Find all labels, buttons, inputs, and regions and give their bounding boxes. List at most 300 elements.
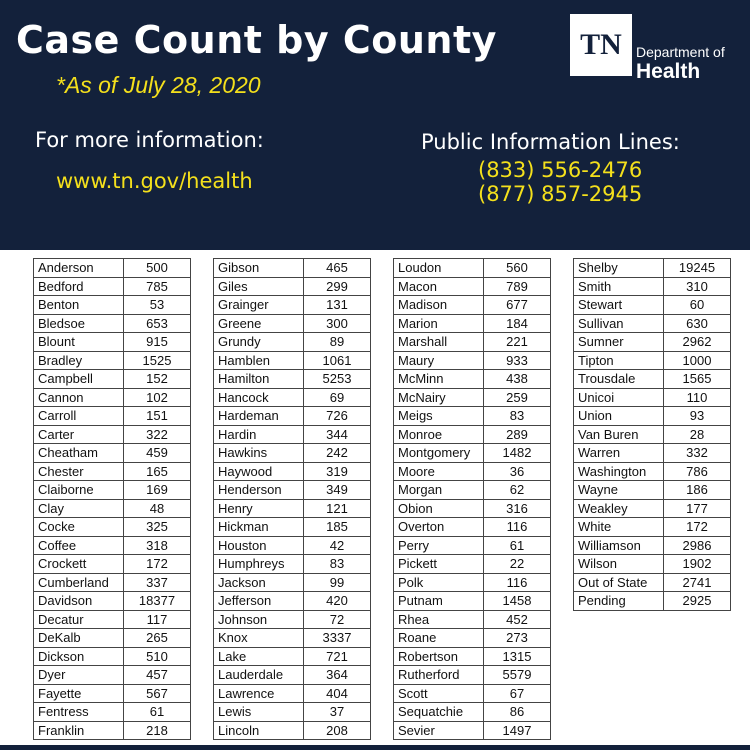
case-count: 510 [124, 647, 191, 666]
case-count: 337 [124, 573, 191, 592]
table-row [34, 444, 191, 463]
county-name: DeKalb [34, 629, 124, 648]
case-count: 332 [664, 444, 731, 463]
county-name: Crockett [34, 555, 124, 574]
table-row [214, 333, 371, 352]
table-row [574, 314, 731, 333]
county-name: Lawrence [214, 684, 304, 703]
county-name: Out of State [574, 573, 664, 592]
county-name: Smith [574, 277, 664, 296]
county-name: Carter [34, 425, 124, 444]
table-row [214, 444, 371, 463]
county-name: Hancock [214, 388, 304, 407]
case-count: 121 [304, 499, 371, 518]
table-row [34, 277, 191, 296]
table-row [574, 333, 731, 352]
table-row [574, 425, 731, 444]
county-name: McNairy [394, 388, 484, 407]
table-row [394, 277, 551, 296]
case-count: 344 [304, 425, 371, 444]
county-name: Robertson [394, 647, 484, 666]
table-row [394, 388, 551, 407]
county-name: Fentress [34, 703, 124, 722]
case-count: 316 [484, 499, 551, 518]
county-name: Marshall [394, 333, 484, 352]
county-name: White [574, 518, 664, 537]
table-row [34, 721, 191, 740]
table-row [574, 499, 731, 518]
table-row [214, 499, 371, 518]
county-name: Carroll [34, 407, 124, 426]
table-row [34, 610, 191, 629]
case-count: 61 [484, 536, 551, 555]
table-row [574, 351, 731, 370]
table-row [574, 573, 731, 592]
case-count: 2925 [664, 592, 731, 611]
table-row [574, 388, 731, 407]
table-row [574, 536, 731, 555]
table-row [214, 425, 371, 444]
table-row [214, 314, 371, 333]
table-row [394, 351, 551, 370]
table-row [214, 610, 371, 629]
county-name: Rutherford [394, 666, 484, 685]
case-count: 1458 [484, 592, 551, 611]
case-count: 2741 [664, 573, 731, 592]
table-row [574, 592, 731, 611]
table-row [214, 296, 371, 315]
table-row [214, 536, 371, 555]
case-count: 18377 [124, 592, 191, 611]
county-name: Benton [34, 296, 124, 315]
county-name: Moore [394, 462, 484, 481]
case-count: 1902 [664, 555, 731, 574]
case-count: 259 [484, 388, 551, 407]
county-name: Marion [394, 314, 484, 333]
case-count: 310 [664, 277, 731, 296]
county-name: Loudon [394, 259, 484, 278]
case-count: 1315 [484, 647, 551, 666]
table-row [394, 499, 551, 518]
case-count: 299 [304, 277, 371, 296]
tn-logo-mark: TN [570, 14, 632, 76]
table-row [214, 462, 371, 481]
table-row [214, 259, 371, 278]
case-count: 404 [304, 684, 371, 703]
county-name: Sequatchie [394, 703, 484, 722]
case-count: 242 [304, 444, 371, 463]
table-row [394, 573, 551, 592]
case-count: 37 [304, 703, 371, 722]
case-count: 364 [304, 666, 371, 685]
table-row [574, 370, 731, 389]
case-count: 42 [304, 536, 371, 555]
case-count: 93 [664, 407, 731, 426]
county-name: Decatur [34, 610, 124, 629]
county-table-4 [573, 258, 731, 611]
county-name: Fayette [34, 684, 124, 703]
table-row [394, 647, 551, 666]
case-count: 3337 [304, 629, 371, 648]
county-name: Humphreys [214, 555, 304, 574]
case-count: 438 [484, 370, 551, 389]
table-row [34, 314, 191, 333]
case-count: 67 [484, 684, 551, 703]
tn-health-logo [570, 14, 740, 86]
case-count: 69 [304, 388, 371, 407]
table-row [394, 444, 551, 463]
case-count: 2962 [664, 333, 731, 352]
table-row [574, 518, 731, 537]
county-name: Union [574, 407, 664, 426]
county-name: Sullivan [574, 314, 664, 333]
county-name: Roane [394, 629, 484, 648]
case-count: 933 [484, 351, 551, 370]
table-row [214, 573, 371, 592]
case-count: 36 [484, 462, 551, 481]
logo-health-text: Health [636, 60, 701, 83]
case-count: 221 [484, 333, 551, 352]
county-name: Grainger [214, 296, 304, 315]
county-name: Giles [214, 277, 304, 296]
case-count: 630 [664, 314, 731, 333]
case-count: 172 [664, 518, 731, 537]
table-row [214, 351, 371, 370]
case-count: 459 [124, 444, 191, 463]
table-row [394, 684, 551, 703]
county-name: Sevier [394, 721, 484, 740]
case-count: 60 [664, 296, 731, 315]
county-name: Stewart [574, 296, 664, 315]
county-name: Shelby [574, 259, 664, 278]
case-count: 915 [124, 333, 191, 352]
table-row [394, 555, 551, 574]
case-count: 273 [484, 629, 551, 648]
county-name: Unicoi [574, 388, 664, 407]
county-name: Rhea [394, 610, 484, 629]
table-row [214, 592, 371, 611]
table-row [34, 388, 191, 407]
table-row [394, 610, 551, 629]
more-info-label: For more information: [35, 128, 264, 152]
table-row [34, 666, 191, 685]
county-name: Chester [34, 462, 124, 481]
county-name: Wayne [574, 481, 664, 500]
table-row [34, 333, 191, 352]
county-name: Lincoln [214, 721, 304, 740]
county-name: Weakley [574, 499, 664, 518]
case-count: 165 [124, 462, 191, 481]
case-count: 208 [304, 721, 371, 740]
case-count: 1565 [664, 370, 731, 389]
case-count: 789 [484, 277, 551, 296]
table-row [214, 555, 371, 574]
case-count: 83 [484, 407, 551, 426]
county-name: Bradley [34, 351, 124, 370]
table-row [574, 555, 731, 574]
county-name: Macon [394, 277, 484, 296]
case-count: 785 [124, 277, 191, 296]
case-count: 5253 [304, 370, 371, 389]
table-row [394, 296, 551, 315]
case-count: 653 [124, 314, 191, 333]
case-count: 457 [124, 666, 191, 685]
table-row [394, 536, 551, 555]
county-name: Morgan [394, 481, 484, 500]
county-name: Blount [34, 333, 124, 352]
table-row [34, 259, 191, 278]
county-name: Warren [574, 444, 664, 463]
table-row [394, 666, 551, 685]
case-count: 300 [304, 314, 371, 333]
table-row [394, 462, 551, 481]
county-name: Davidson [34, 592, 124, 611]
county-name: Cheatham [34, 444, 124, 463]
case-count: 1497 [484, 721, 551, 740]
county-name: Overton [394, 518, 484, 537]
table-row [394, 407, 551, 426]
county-name: Meigs [394, 407, 484, 426]
case-count: 102 [124, 388, 191, 407]
county-name: Trousdale [574, 370, 664, 389]
case-count: 177 [664, 499, 731, 518]
county-name: Johnson [214, 610, 304, 629]
county-name: Washington [574, 462, 664, 481]
county-name: Cannon [34, 388, 124, 407]
county-name: Grundy [214, 333, 304, 352]
page-title: Case Count by County [16, 18, 497, 62]
case-count: 116 [484, 573, 551, 592]
case-count: 172 [124, 555, 191, 574]
table-row [574, 481, 731, 500]
table-row [34, 518, 191, 537]
case-count: 465 [304, 259, 371, 278]
table-row [394, 592, 551, 611]
case-count: 1525 [124, 351, 191, 370]
county-name: Polk [394, 573, 484, 592]
county-name: Hawkins [214, 444, 304, 463]
county-name: Wilson [574, 555, 664, 574]
county-name: Dickson [34, 647, 124, 666]
case-count: 152 [124, 370, 191, 389]
county-name: Bledsoe [34, 314, 124, 333]
case-count: 53 [124, 296, 191, 315]
case-count: 218 [124, 721, 191, 740]
county-name: Haywood [214, 462, 304, 481]
county-name: Tipton [574, 351, 664, 370]
case-count: 1061 [304, 351, 371, 370]
case-count: 560 [484, 259, 551, 278]
case-count: 62 [484, 481, 551, 500]
county-name: Campbell [34, 370, 124, 389]
table-row [394, 629, 551, 648]
case-count: 2986 [664, 536, 731, 555]
county-name: Obion [394, 499, 484, 518]
table-row [574, 462, 731, 481]
table-row [34, 407, 191, 426]
case-count: 325 [124, 518, 191, 537]
table-row [214, 721, 371, 740]
phone-number-2[interactable]: (877) 857-2945 [478, 182, 643, 206]
table-row [214, 666, 371, 685]
table-row [214, 388, 371, 407]
table-row [214, 684, 371, 703]
county-name: Pickett [394, 555, 484, 574]
table-row [394, 425, 551, 444]
as-of-date: *As of July 28, 2020 [56, 72, 261, 98]
county-name: Madison [394, 296, 484, 315]
county-name: Henry [214, 499, 304, 518]
table-row [214, 277, 371, 296]
table-row [214, 629, 371, 648]
county-name: Coffee [34, 536, 124, 555]
table-row [34, 703, 191, 722]
county-name: Lake [214, 647, 304, 666]
logo-department-text: Department of [636, 44, 725, 60]
county-name: Sumner [574, 333, 664, 352]
county-name: Van Buren [574, 425, 664, 444]
table-row [214, 481, 371, 500]
case-count: 5579 [484, 666, 551, 685]
case-count: 185 [304, 518, 371, 537]
county-name: Pending [574, 592, 664, 611]
table-row [574, 407, 731, 426]
phone-number-1[interactable]: (833) 556-2476 [478, 158, 643, 182]
county-name: Gibson [214, 259, 304, 278]
case-count: 1000 [664, 351, 731, 370]
county-table-1 [33, 258, 191, 740]
county-name: Monroe [394, 425, 484, 444]
table-row [394, 314, 551, 333]
case-count: 726 [304, 407, 371, 426]
table-row [574, 296, 731, 315]
case-count: 110 [664, 388, 731, 407]
table-row [394, 518, 551, 537]
case-count: 184 [484, 314, 551, 333]
case-count: 420 [304, 592, 371, 611]
county-name: Hardeman [214, 407, 304, 426]
county-name: Houston [214, 536, 304, 555]
table-row [214, 647, 371, 666]
county-table-3 [393, 258, 551, 740]
county-name: Hamblen [214, 351, 304, 370]
county-name: Hamilton [214, 370, 304, 389]
county-name: Putnam [394, 592, 484, 611]
county-name: Montgomery [394, 444, 484, 463]
header-banner [0, 0, 750, 250]
table-row [34, 462, 191, 481]
table-row [34, 629, 191, 648]
county-name: Hardin [214, 425, 304, 444]
county-name: Maury [394, 351, 484, 370]
county-name: Knox [214, 629, 304, 648]
county-table-2 [213, 258, 371, 740]
website-link[interactable]: www.tn.gov/health [56, 169, 253, 193]
public-info-lines-label: Public Information Lines: [421, 130, 680, 154]
county-name: Greene [214, 314, 304, 333]
case-count: 169 [124, 481, 191, 500]
table-row [34, 573, 191, 592]
table-row [214, 703, 371, 722]
case-count: 61 [124, 703, 191, 722]
table-row [34, 684, 191, 703]
table-row [34, 370, 191, 389]
case-count: 89 [304, 333, 371, 352]
case-count: 83 [304, 555, 371, 574]
county-name: Hickman [214, 518, 304, 537]
table-row [34, 481, 191, 500]
case-count: 99 [304, 573, 371, 592]
case-count: 117 [124, 610, 191, 629]
case-count: 289 [484, 425, 551, 444]
table-row [394, 370, 551, 389]
table-row [574, 259, 731, 278]
table-row [34, 296, 191, 315]
county-name: Claiborne [34, 481, 124, 500]
county-name: Cocke [34, 518, 124, 537]
case-count: 19245 [664, 259, 731, 278]
case-count: 322 [124, 425, 191, 444]
table-row [34, 425, 191, 444]
case-count: 349 [304, 481, 371, 500]
table-row [394, 481, 551, 500]
table-row [34, 555, 191, 574]
footer-bar [0, 745, 750, 750]
table-row [34, 351, 191, 370]
case-count: 1482 [484, 444, 551, 463]
county-name: Perry [394, 536, 484, 555]
county-name: Dyer [34, 666, 124, 685]
case-count: 265 [124, 629, 191, 648]
table-row [34, 592, 191, 611]
case-count: 721 [304, 647, 371, 666]
table-row [394, 703, 551, 722]
case-count: 786 [664, 462, 731, 481]
county-name: Lauderdale [214, 666, 304, 685]
county-name: Franklin [34, 721, 124, 740]
county-name: Cumberland [34, 573, 124, 592]
table-row [214, 407, 371, 426]
county-name: McMinn [394, 370, 484, 389]
county-name: Jackson [214, 573, 304, 592]
county-name: Bedford [34, 277, 124, 296]
case-count: 22 [484, 555, 551, 574]
case-count: 28 [664, 425, 731, 444]
case-count: 677 [484, 296, 551, 315]
case-count: 186 [664, 481, 731, 500]
county-name: Lewis [214, 703, 304, 722]
case-count: 72 [304, 610, 371, 629]
table-row [214, 370, 371, 389]
county-name: Scott [394, 684, 484, 703]
table-row [34, 647, 191, 666]
table-row [34, 499, 191, 518]
case-count: 500 [124, 259, 191, 278]
case-count: 318 [124, 536, 191, 555]
table-row [394, 721, 551, 740]
case-count: 151 [124, 407, 191, 426]
table-row [214, 518, 371, 537]
case-count: 48 [124, 499, 191, 518]
case-count: 86 [484, 703, 551, 722]
county-name: Williamson [574, 536, 664, 555]
county-name: Anderson [34, 259, 124, 278]
case-count: 116 [484, 518, 551, 537]
case-count: 319 [304, 462, 371, 481]
county-name: Clay [34, 499, 124, 518]
table-row [574, 444, 731, 463]
case-count: 452 [484, 610, 551, 629]
